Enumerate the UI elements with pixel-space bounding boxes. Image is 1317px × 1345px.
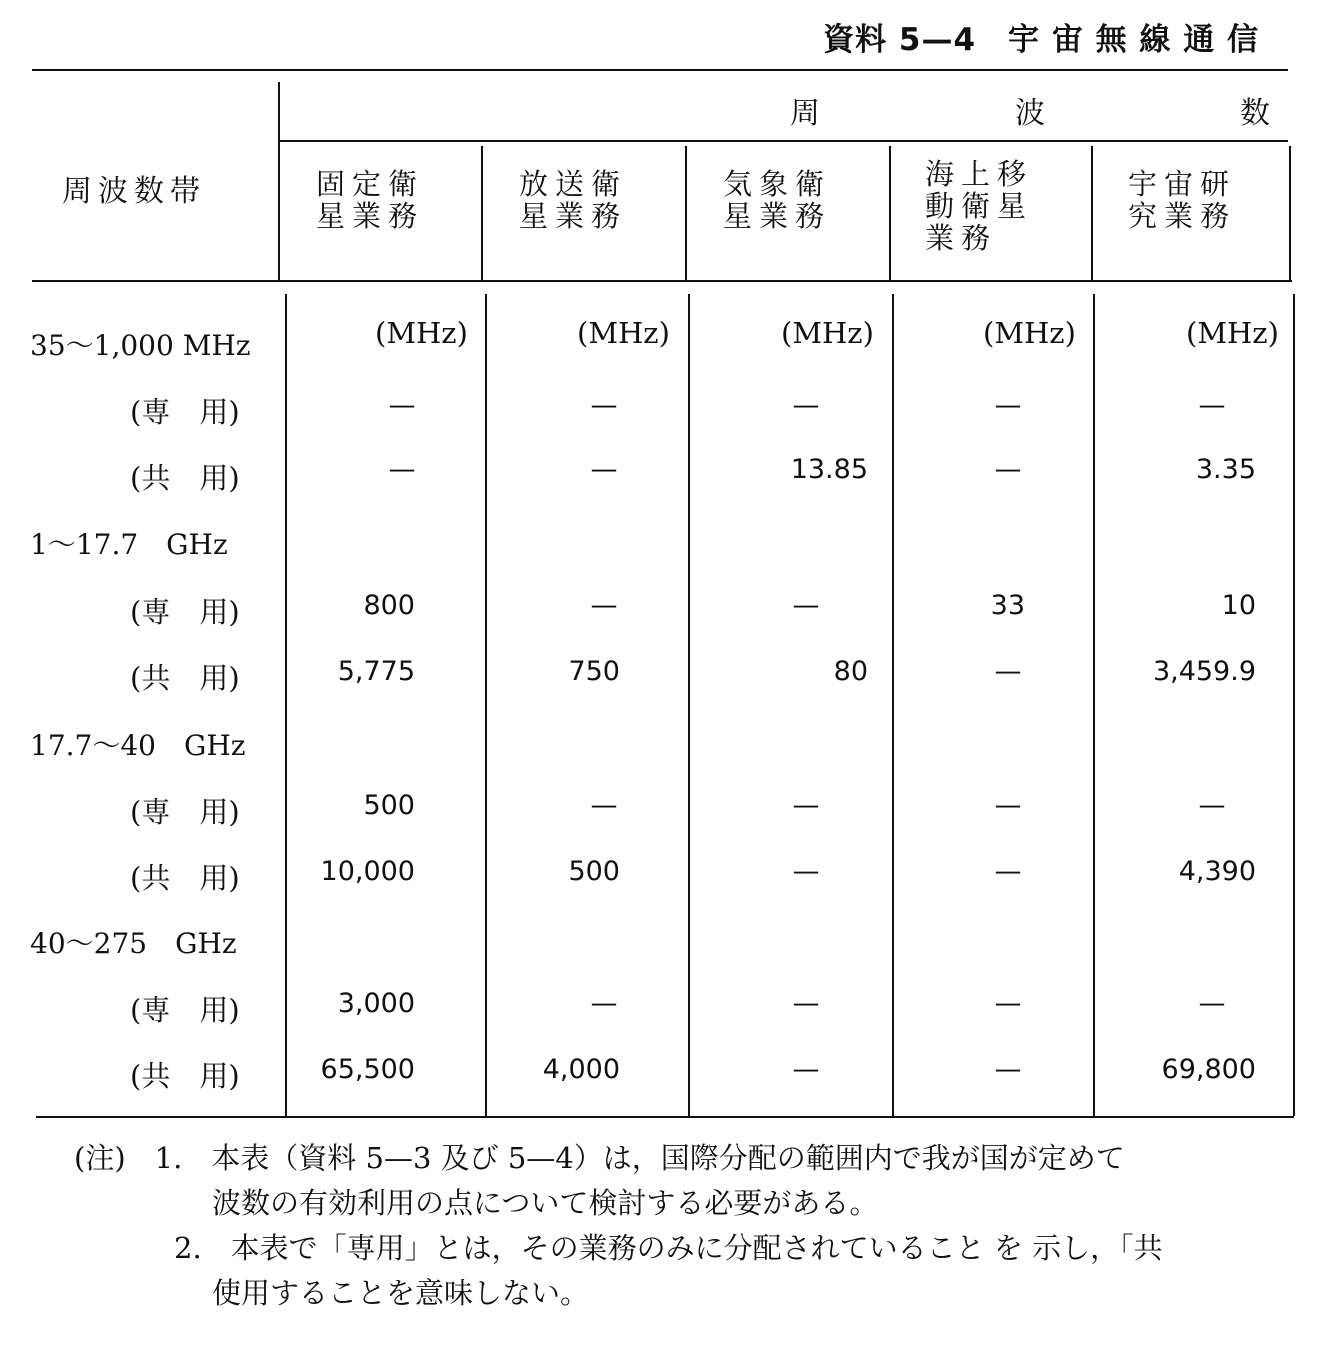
table-cell: 10,000	[320, 856, 415, 887]
table-cell: 3.35	[1195, 454, 1256, 485]
column-divider	[1093, 294, 1095, 1116]
table-cell: —	[1198, 790, 1226, 821]
band-label: 1〜17.7 GHz	[30, 528, 228, 561]
table-cell: 33	[990, 590, 1025, 621]
column-divider	[485, 294, 487, 1116]
note-line: 2. 本表で「専用」とは，その業務のみに分配されていること を 示し，「共	[174, 1231, 1163, 1265]
group-header-char: 波	[1015, 96, 1045, 131]
table-cell: —	[792, 590, 820, 621]
group-header-char: 数	[1240, 96, 1270, 131]
table-cell: 69,800	[1161, 1054, 1256, 1085]
table-cell: 500	[363, 790, 415, 821]
table-cell: —	[994, 454, 1022, 485]
header-bottom-rule	[32, 280, 1292, 282]
note-line: (注) 1. 本表（資料 5—3 及び 5—4）は，国際分配の範囲内で我が国が定めて	[74, 1141, 1125, 1175]
table-cell: —	[388, 390, 416, 421]
table-cell: —	[994, 856, 1022, 887]
row-label-exclusive: (専 用)	[130, 795, 240, 829]
table-cell: 3,000	[337, 988, 415, 1019]
band-label: 40〜275 GHz	[30, 927, 237, 960]
note-line: 波数の有効利用の点について検討する必要がある。	[212, 1186, 879, 1220]
table-cell: 800	[363, 590, 415, 621]
column-divider	[889, 146, 891, 280]
note-line: 使用することを意味しない。	[212, 1276, 590, 1310]
service-header-fixed-satellite	[316, 168, 424, 232]
service-header-line: 宇宙研	[1128, 167, 1237, 201]
table-cell: —	[388, 454, 416, 485]
table-cell: 80	[833, 656, 868, 687]
table-cell: —	[590, 988, 618, 1019]
table-cell: —	[792, 856, 820, 887]
service-header-line: 星業務	[316, 199, 425, 233]
unit-label: (MHz)	[983, 316, 1076, 350]
column-divider	[1091, 146, 1093, 280]
table-cell: —	[994, 988, 1022, 1019]
table-cell: 4,000	[542, 1054, 620, 1085]
unit-label: (MHz)	[577, 316, 670, 350]
table-cell: —	[1198, 988, 1226, 1019]
table-cell: —	[590, 390, 618, 421]
service-header-line: 動衛星	[925, 189, 1034, 223]
group-header-char: 周	[790, 96, 820, 131]
notes-block	[74, 1136, 1163, 1316]
table-cell: —	[994, 656, 1022, 687]
table-cell: —	[1198, 390, 1226, 421]
table-cell: —	[590, 454, 618, 485]
unit-label: (MHz)	[1186, 316, 1279, 350]
frequency-group-header	[790, 88, 1270, 132]
table-cell: 4,390	[1178, 856, 1256, 887]
table-cell: 65,500	[320, 1054, 415, 1085]
table-cell: 500	[568, 856, 620, 887]
column-divider	[278, 82, 280, 282]
row-label-shared: (共 用)	[130, 661, 240, 695]
table-top-rule	[32, 69, 1288, 71]
service-header-line: 業務	[925, 221, 998, 255]
service-header-line: 固定衛	[316, 167, 425, 201]
column-divider	[685, 146, 687, 280]
service-header-line: 星業務	[723, 199, 832, 233]
table-cell: —	[994, 390, 1022, 421]
table-cell: 13.85	[790, 454, 868, 485]
column-divider	[688, 294, 690, 1116]
service-header-line: 放送衛	[519, 167, 628, 201]
service-header-line: 究業務	[1128, 199, 1237, 233]
service-header-maritime-mobile-satellite	[925, 158, 1033, 254]
row-label-shared: (共 用)	[130, 461, 240, 495]
service-header-line: 気象衛	[723, 167, 832, 201]
column-divider	[892, 294, 894, 1116]
band-column-header: 周波数帯	[62, 174, 206, 209]
table-cell: —	[792, 1054, 820, 1085]
unit-label: (MHz)	[375, 316, 468, 350]
table-cell: —	[590, 790, 618, 821]
row-label-shared: (共 用)	[130, 1059, 240, 1093]
row-label-exclusive: (専 用)	[130, 395, 240, 429]
band-label: 17.7〜40 GHz	[30, 729, 246, 762]
table-cell: —	[792, 390, 820, 421]
service-header-broadcasting-satellite	[519, 168, 627, 232]
table-cell: 10	[1221, 590, 1256, 621]
table-cell: —	[994, 790, 1022, 821]
service-header-space-research	[1128, 168, 1236, 232]
unit-label: (MHz)	[781, 316, 874, 350]
service-header-meteorological-satellite	[723, 168, 831, 232]
page-title: 資料 5—4 宇 宙 無 線 通 信	[823, 22, 1259, 58]
table-cell: —	[792, 790, 820, 821]
row-label-exclusive: (専 用)	[130, 993, 240, 1027]
band-label: 35〜1,000 MHz	[30, 329, 251, 362]
service-header-line: 海上移	[925, 157, 1034, 191]
table-cell: 5,775	[337, 656, 415, 687]
table-cell: —	[590, 590, 618, 621]
row-label-shared: (共 用)	[130, 861, 240, 895]
table-cell: —	[792, 988, 820, 1019]
row-label-exclusive: (専 用)	[130, 595, 240, 629]
service-header-line: 星業務	[519, 199, 628, 233]
table-bottom-rule	[36, 1116, 1294, 1118]
table-cell: 750	[568, 656, 620, 687]
table-right-border	[1293, 294, 1295, 1116]
group-header-rule	[280, 140, 1288, 142]
table-cell: —	[994, 1054, 1022, 1085]
table-right-border	[1289, 146, 1291, 280]
column-divider	[481, 146, 483, 280]
table-cell: 3,459.9	[1152, 656, 1256, 687]
